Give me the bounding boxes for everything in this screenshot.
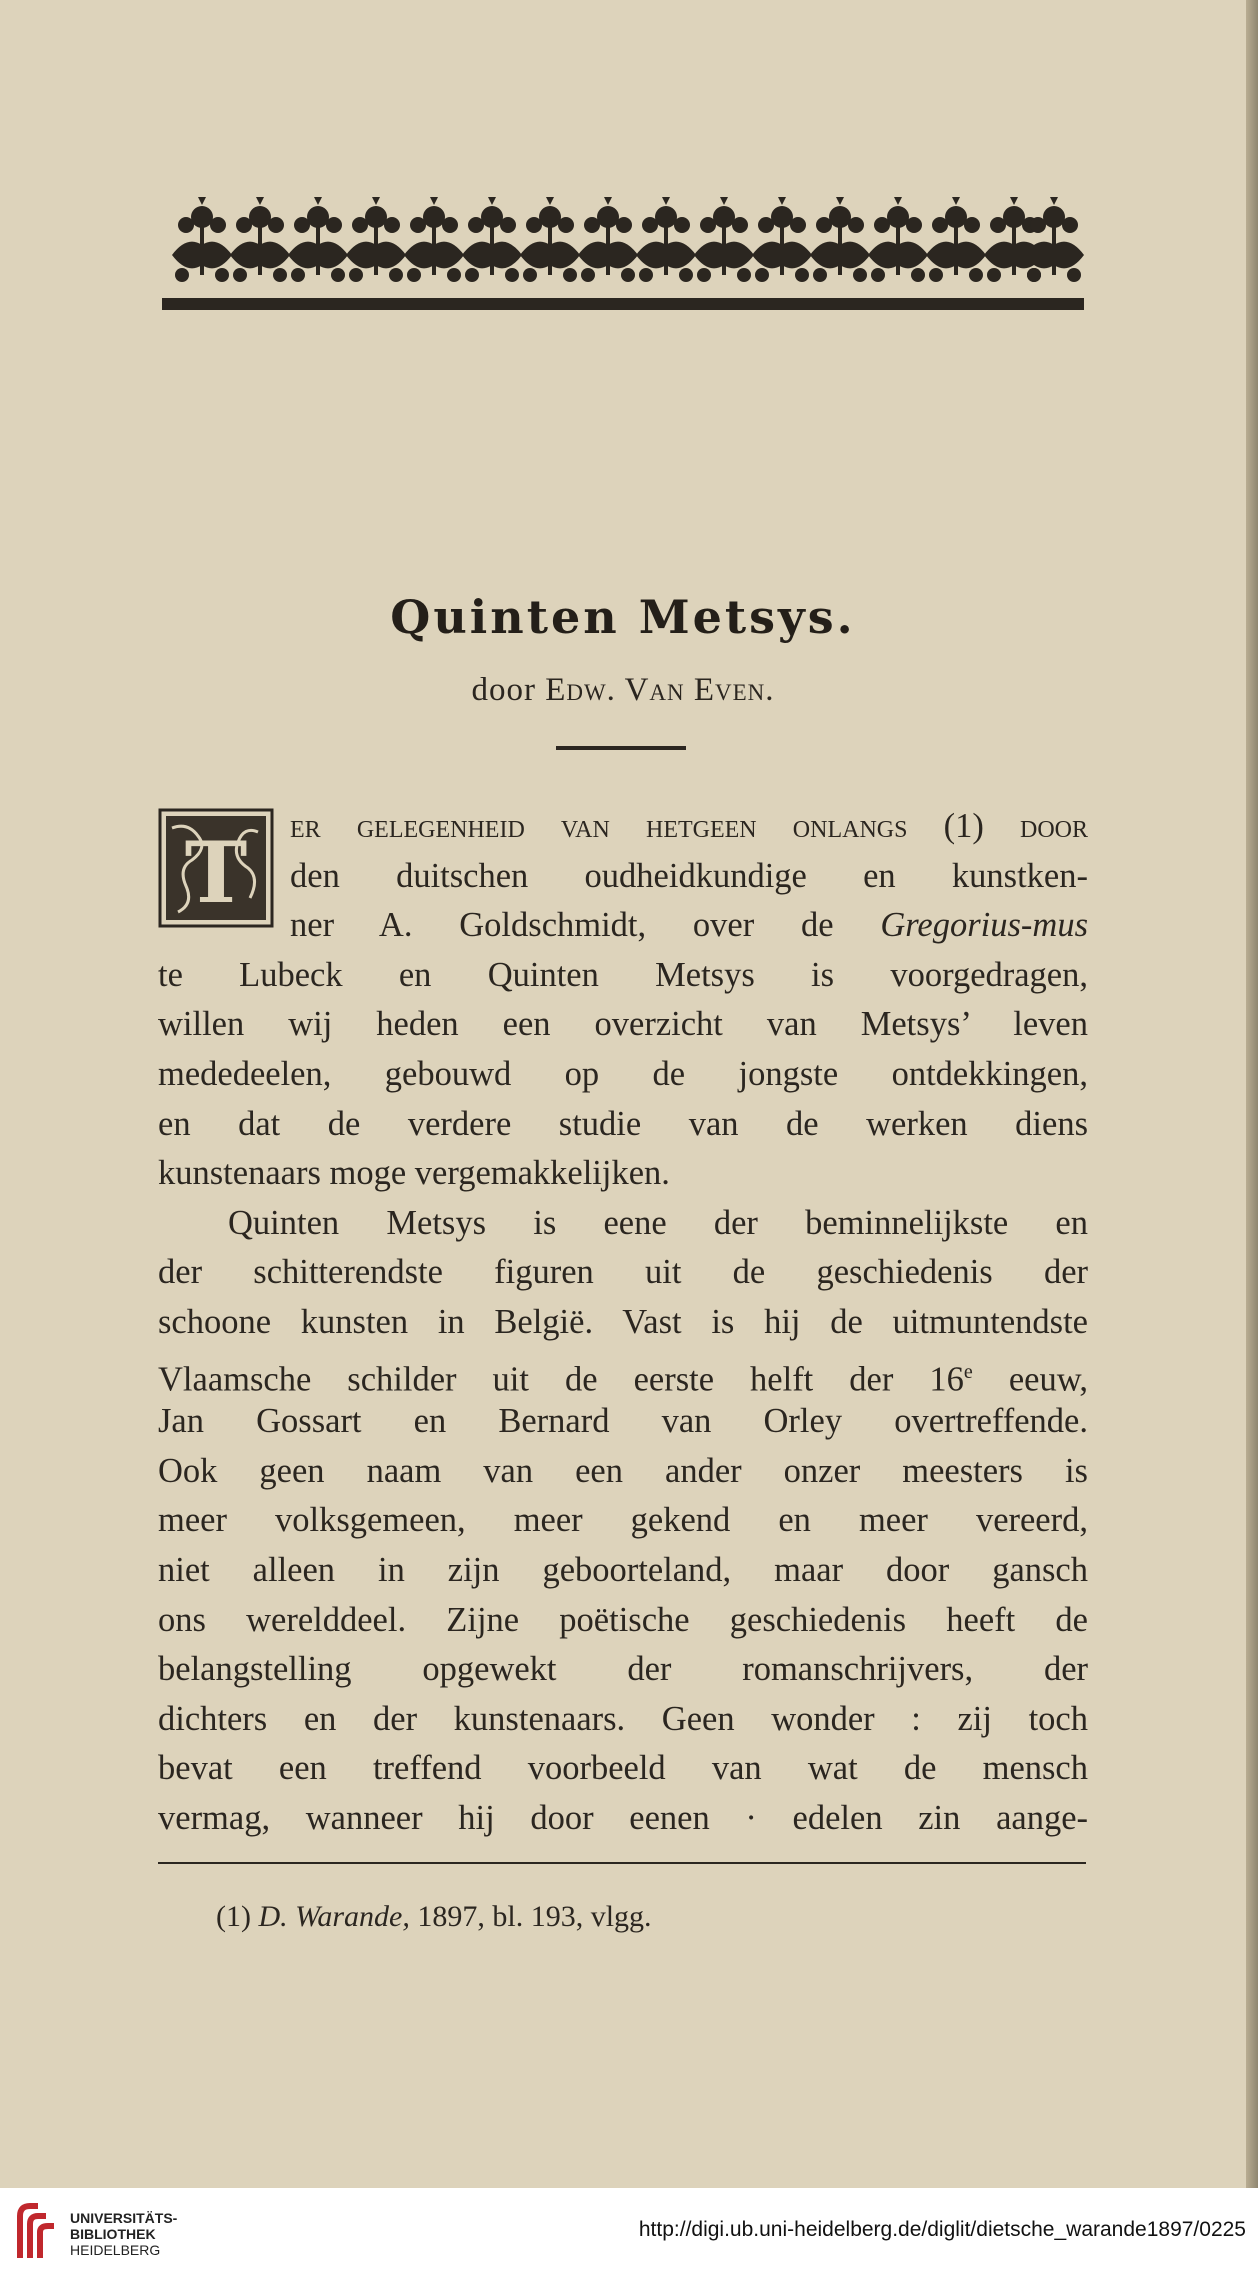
body-line: Quinten Metsys is eene der beminnelijkste en bbox=[228, 1203, 1088, 1242]
body-text: eeuw, bbox=[972, 1360, 1088, 1399]
body-line: bevat een treffend voorbeeld van wat de mensch bbox=[158, 1749, 1088, 1788]
library-logo-icon bbox=[14, 2200, 60, 2264]
footnote-detail: 1897, bl. 193, vlgg. bbox=[409, 1900, 652, 1933]
library-line: HEIDELBERG bbox=[70, 2242, 161, 2258]
source-url-link[interactable]: http://digi.ub.uni-heidelberg.de/diglit/dietsche_warande1897/0225 bbox=[638, 2218, 1246, 2241]
body-line: Ook geen naam van een ander onzer meesters is bbox=[158, 1451, 1088, 1490]
footnote-source: D. Warande, bbox=[258, 1900, 410, 1933]
body-line: Jan Gossart en Bernard van Orley overtreffende. bbox=[158, 1402, 1088, 1441]
library-line: BIBLIOTHEK bbox=[70, 2226, 156, 2242]
body-line: kunstenaars moge vergemakkelijken. bbox=[158, 1154, 670, 1193]
article-title: Quinten Metsys. bbox=[390, 590, 856, 644]
body-line: der schitterendste figuren uit de geschiedenis der bbox=[158, 1253, 1088, 1292]
body-line: mededeelen, gebouwd op de jongste ontdekkingen, bbox=[158, 1054, 1088, 1093]
body-line bbox=[158, 901, 1088, 951]
body-line bbox=[158, 1348, 1088, 1398]
footnote-marker: (1) bbox=[216, 1900, 251, 1933]
ornament-rule bbox=[162, 298, 1084, 310]
body-line: vermag, wanneer hij door eenen · edelen zin aange- bbox=[158, 1798, 1088, 1837]
footnote bbox=[216, 1900, 652, 1934]
body-line: dichters en der kunstenaars. Geen wonder : zij toch bbox=[158, 1699, 1088, 1738]
body-line: den duitschen oudheidkundige en kunstken- bbox=[290, 856, 1088, 895]
byline bbox=[0, 672, 1246, 709]
byline-prefix: door bbox=[471, 672, 536, 708]
floral-ornament-band bbox=[162, 195, 1084, 287]
italic-term: Gregorius-mus bbox=[880, 906, 1088, 945]
body-line: meer volksgemeen, meer gekend en meer vereerd, bbox=[158, 1501, 1088, 1540]
body-line: er gelegenheid van hetgeen onlangs (1) door bbox=[290, 807, 1088, 845]
body-line: ons werelddeel. Zijne poëtische geschiedenis heeft de bbox=[158, 1600, 1088, 1639]
byline-author: Edw. Van Even. bbox=[545, 672, 775, 708]
page-edge bbox=[1246, 0, 1258, 2188]
body-line: belangstelling opgewekt der romanschrijvers, der bbox=[158, 1650, 1088, 1689]
library-name bbox=[70, 2210, 177, 2258]
body-line: niet alleen in zijn geboorteland, maar door gansch bbox=[158, 1550, 1088, 1589]
dropcap-letter: T bbox=[184, 823, 248, 922]
body-line: en dat de verdere studie van de werken diens bbox=[158, 1104, 1088, 1143]
body-line: willen wij heden een overzicht van Metsys’ leven bbox=[158, 1005, 1088, 1044]
body-line: te Lubeck en Quinten Metsys is voorgedragen, bbox=[158, 955, 1088, 994]
superscript: e bbox=[963, 1360, 973, 1383]
body-text: Vlaamsche schilder uit de eerste helft der 16 bbox=[158, 1360, 964, 1399]
title-rule bbox=[556, 746, 686, 750]
body-line: schoone kunsten in België. Vast is hij de uitmuntendste bbox=[158, 1302, 1088, 1341]
article-body bbox=[158, 802, 1088, 1843]
footnote-rule bbox=[158, 1862, 1086, 1864]
body-text: ner A. Goldschmidt, over de bbox=[290, 906, 881, 945]
library-line: UNIVERSITÄTS- bbox=[70, 2210, 178, 2226]
